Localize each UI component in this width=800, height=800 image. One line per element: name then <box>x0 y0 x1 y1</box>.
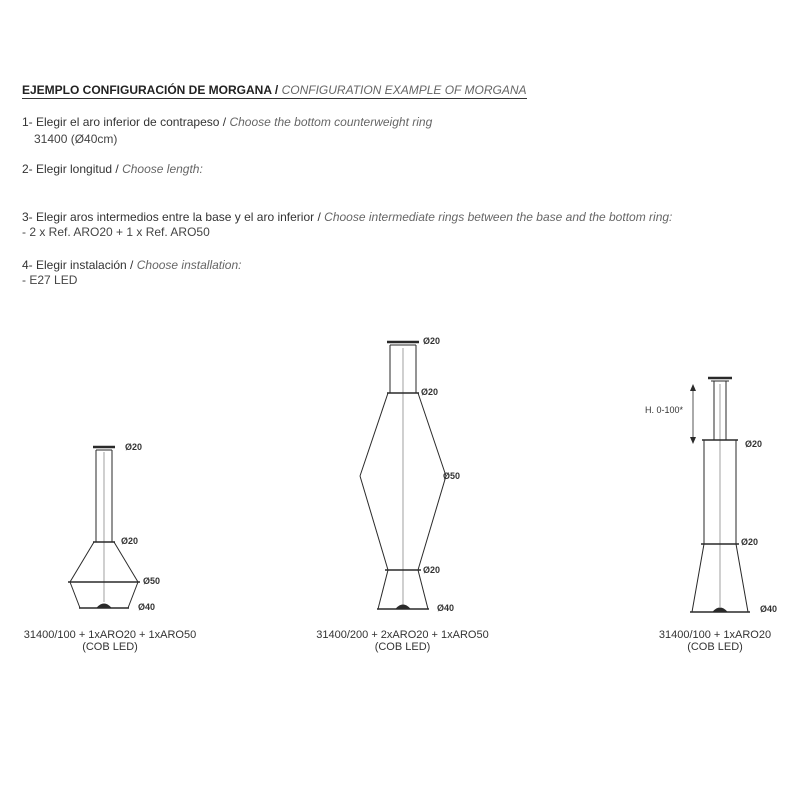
step-1-en: Choose the bottom counterweight ring <box>229 115 433 129</box>
step-1-detail: 31400 (Ø40cm) <box>34 132 118 146</box>
lamp-1-drawing <box>68 447 140 608</box>
step-4-detail: - E27 LED <box>22 273 78 287</box>
step-4-es: 4- Elegir instalación / <box>22 258 134 272</box>
lamp-1-label-mid: Ø50 <box>143 576 161 586</box>
lamp-1-label-ring: Ø20 <box>121 536 139 546</box>
lamp-2-label-mid: Ø50 <box>443 471 461 481</box>
lamp-2-label-lower-ring: Ø20 <box>423 565 441 575</box>
lamp-3-caption-ref: 31400/100 + 1xARO20 <box>658 629 772 641</box>
lamp-2-caption-ref: 31400/200 + 2xARO20 + 1xARO50 <box>316 629 489 641</box>
lamp-2-label-base: Ø40 <box>437 603 455 613</box>
step-3-detail: - 2 x Ref. ARO20 + 1 x Ref. ARO50 <box>22 225 210 239</box>
step-3-en: Choose intermediate rings between the base and the bottom ring: <box>324 210 673 224</box>
lamp-3-label-height: H. 0-100* <box>645 405 684 415</box>
lamp-2-label-top: Ø20 <box>423 336 441 346</box>
lamp-3-label-top: Ø20 <box>745 439 763 449</box>
lamp-1-label-top: Ø20 <box>125 442 143 452</box>
title-es: EJEMPLO CONFIGURACIÓN DE MORGANA / <box>22 83 279 97</box>
lamp-1-caption <box>10 629 210 653</box>
lamp-3-label-ring: Ø20 <box>741 537 759 547</box>
lamp-1-label-base: Ø40 <box>138 602 156 612</box>
lamp-3-caption <box>640 629 790 653</box>
step-4-en: Choose installation: <box>136 258 242 272</box>
lamp-2-caption <box>300 629 505 653</box>
lamp-3-drawing <box>690 378 750 612</box>
lamp-2-label-ring: Ø20 <box>421 387 439 397</box>
lamp-1-caption-type: (COB LED) <box>82 641 138 653</box>
title-en: CONFIGURATION EXAMPLE OF MORGANA <box>281 83 527 97</box>
lamp-3-caption-type: (COB LED) <box>687 641 743 653</box>
step-3-es: 3- Elegir aros intermedios entre la base y el aro inferior / <box>22 210 321 224</box>
step-2-es: 2- Elegir longitud / <box>22 162 119 176</box>
lamp-2-caption-type: (COB LED) <box>374 641 431 653</box>
lamp-3-label-base: Ø40 <box>760 604 778 614</box>
lamp-1-caption-ref: 31400/100 + 1xARO20 + 1xARO50 <box>23 629 197 641</box>
step-1-es: 1- Elegir el aro inferior de contrapeso / <box>22 115 227 129</box>
step-2-en: Choose length: <box>122 162 203 176</box>
